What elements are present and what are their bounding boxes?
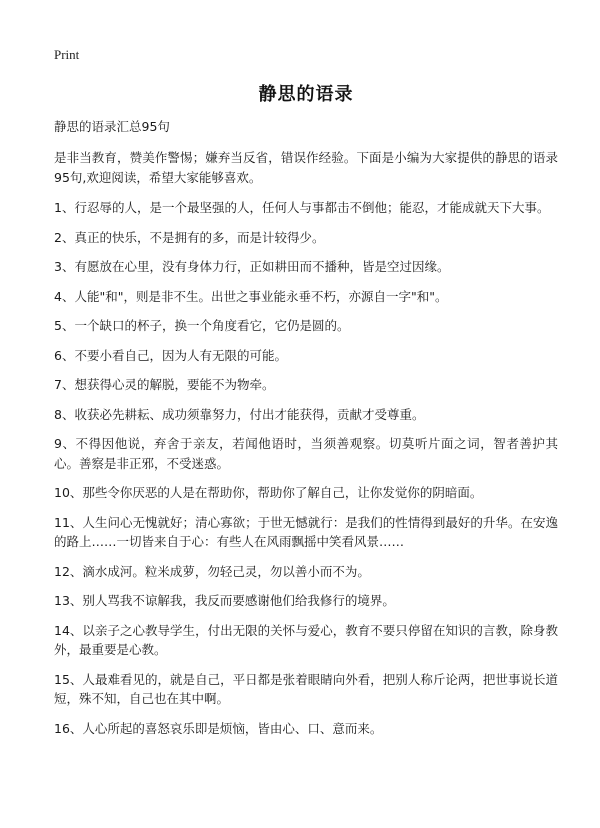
quote-item-6: 6、不要小看自己，因为人有无限的可能。 [54,347,287,363]
quote-item-5: 5、一个缺口的杯子，换一个角度看它，它仍是圆的。 [54,318,350,333]
quote-item-13: 13、别人骂我不谅解我，我反而要感谢他们给我修行的境界。 [54,593,395,608]
quote-item-1: 1、行忍辱的人，是一个最坚强的人，任何人与事都击不倒他；能忍，才能成就天下大事。 [54,200,550,215]
quote-item-9: 9、不得因他说，弃舍于亲友，若闻他语时，当须善观察。切莫听片面之词，智者善护其心。善察是非正邪，不受迷惑。 [54,436,558,471]
quote-item-14: 14、以亲子之心教导学生，付出无限的关怀与爱心，教育不要只停留在知识的言教，除身教外，最重要是心教。 [54,622,558,657]
quote-item-10: 10、那些令你厌恶的人是在帮助你，帮助你了解自己，让你发觉你的阴暗面。 [54,485,483,500]
quote-item-7: 7、想获得心灵的解脱，要能不为物牵。 [54,377,275,392]
quote-item-12: 12、滴水成河。粒米成萝，勿轻己灵，勿以善小而不为。 [54,563,370,579]
quote-item-3: 3、有愿放在心里，没有身体力行，正如耕田而不播种，皆是空过因缘。 [54,259,450,274]
page-title: 静思的语录 [258,84,354,105]
quote-item-2: 2、真正的快乐，不是拥有的多，而是计较得少。 [54,229,325,245]
quote-item-4: 4、人能"和"，则是非不生。出世之事业能永垂不朽，亦源自一字"和"。 [54,288,448,304]
quote-item-11: 11、人生问心无愧就好；清心寡欲；于世无憾就行：是我们的性情得到最好的升华。在安逸的路上……一切皆来自于心：有些人在风雨飘摇中笑看风景…… [54,514,558,549]
document-subtitle: 静思的语录汇总95句 [54,119,170,134]
quote-list [54,198,558,738]
quote-item-15: 15、人最难看见的，就是自己，平日都是张着眼睛向外看，把别人称斤论两，把世事说长道短，殊不知，自己也在其中啊。 [54,671,558,706]
print-link[interactable]: Print [54,47,80,62]
quote-item-8: 8、收获必先耕耘、成功须靠努力，付出才能获得，贡献才受尊重。 [54,406,425,422]
intro-paragraph: 是非当教育，赞美作警惕；嫌弃当反省，错误作经验。下面是小编为大家提供的静思的语录95句,欢迎阅读，希望大家能够喜欢。 [54,150,558,185]
quote-item-16: 16、人心所起的喜怒哀乐即是烦恼，皆由心、口、意而来。 [54,720,383,736]
